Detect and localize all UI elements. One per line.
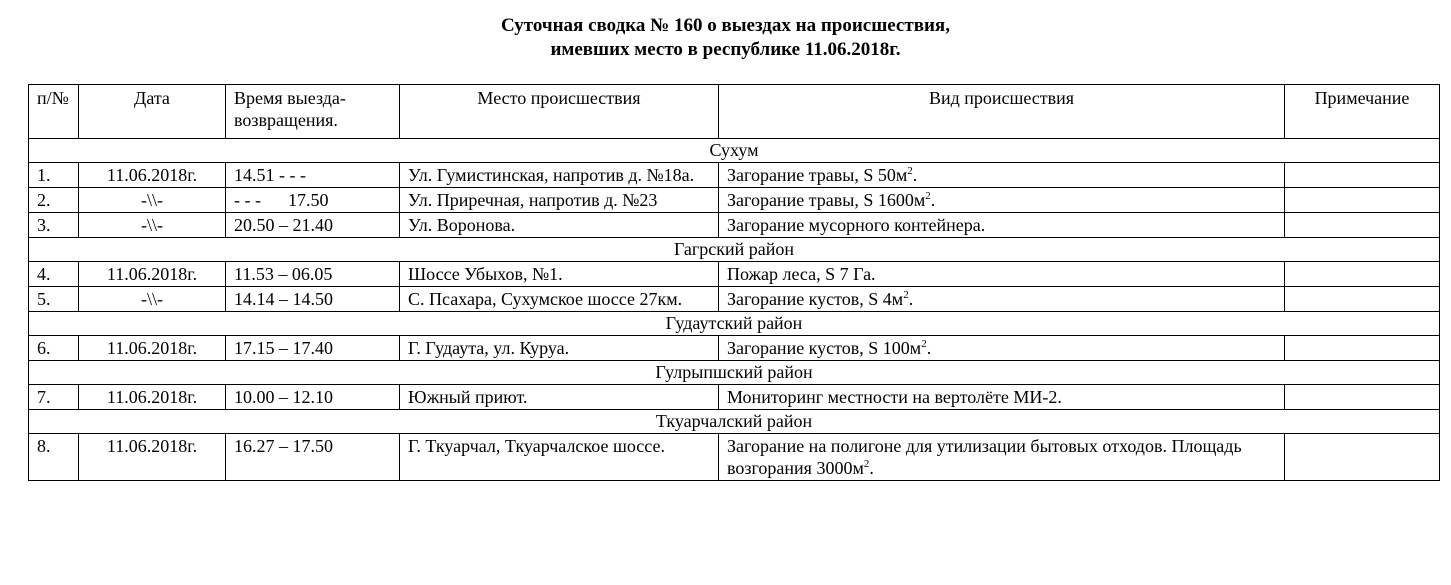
table-row bbox=[29, 262, 1440, 287]
cell-date: 11.06.2018г. bbox=[79, 163, 226, 188]
incident-table bbox=[28, 84, 1440, 481]
table-row bbox=[29, 336, 1440, 361]
table-row bbox=[29, 434, 1440, 481]
incident-type-tail: . bbox=[926, 338, 932, 358]
header-row bbox=[29, 85, 1440, 139]
report-title bbox=[0, 14, 1451, 62]
cell-place: Шоссе Убыхов, №1. bbox=[400, 262, 719, 287]
unit-superscript: 2 bbox=[903, 289, 909, 301]
cell-note bbox=[1285, 385, 1440, 410]
cell-date: 11.06.2018г. bbox=[79, 336, 226, 361]
section-heading: Гудаутский район bbox=[29, 312, 1440, 336]
cell-type bbox=[719, 163, 1285, 188]
section-heading: Сухум bbox=[29, 139, 1440, 163]
cell-place: Ул. Гумистинская, напротив д. №18а. bbox=[400, 163, 719, 188]
cell-time: 11.53 – 06.05 bbox=[226, 262, 400, 287]
table-body bbox=[29, 139, 1440, 481]
cell-place: Южный приют. bbox=[400, 385, 719, 410]
incident-type-text: Пожар леса, S 7 Га. bbox=[727, 264, 876, 284]
cell-date: -\\- bbox=[79, 188, 226, 213]
section-row bbox=[29, 312, 1440, 336]
cell-note bbox=[1285, 213, 1440, 238]
cell-time: 17.15 – 17.40 bbox=[226, 336, 400, 361]
incident-type-text: Загорание травы, S 50м bbox=[727, 165, 908, 185]
cell-date: -\\- bbox=[79, 213, 226, 238]
cell-time: 14.51 - - - bbox=[226, 163, 400, 188]
cell-num: 4. bbox=[29, 262, 79, 287]
section-row bbox=[29, 238, 1440, 262]
incident-type-tail: . bbox=[912, 165, 918, 185]
cell-type bbox=[719, 336, 1285, 361]
section-heading: Гулрыпшский район bbox=[29, 361, 1440, 385]
incident-type-tail: . bbox=[908, 289, 914, 309]
cell-type bbox=[719, 287, 1285, 312]
header-num: п/№ bbox=[29, 85, 79, 139]
cell-time: 16.27 – 17.50 bbox=[226, 434, 400, 481]
table-row bbox=[29, 163, 1440, 188]
cell-note bbox=[1285, 287, 1440, 312]
unit-superscript: 2 bbox=[921, 338, 927, 350]
table-row bbox=[29, 213, 1440, 238]
section-row bbox=[29, 361, 1440, 385]
cell-note bbox=[1285, 262, 1440, 287]
cell-note bbox=[1285, 188, 1440, 213]
cell-date: -\\- bbox=[79, 287, 226, 312]
cell-time: - - - 17.50 bbox=[226, 188, 400, 213]
incident-type-text: Загорание на полигоне для утилизации бытовых отходов. Площадь возгорания 3000м bbox=[727, 436, 1242, 478]
section-heading: Ткуарчалский район bbox=[29, 410, 1440, 434]
cell-num: 2. bbox=[29, 188, 79, 213]
cell-date: 11.06.2018г. bbox=[79, 262, 226, 287]
header-type: Вид происшествия bbox=[719, 85, 1285, 139]
section-row bbox=[29, 410, 1440, 434]
section-heading: Гагрский район bbox=[29, 238, 1440, 262]
cell-time: 14.14 – 14.50 bbox=[226, 287, 400, 312]
header-time: Время выезда-возвращения. bbox=[226, 85, 400, 139]
incident-type-text: Загорание мусорного контейнера. bbox=[727, 215, 986, 235]
unit-superscript: 2 bbox=[863, 458, 870, 470]
cell-num: 7. bbox=[29, 385, 79, 410]
table-row bbox=[29, 287, 1440, 312]
incident-type-text: Загорание травы, S 1600м bbox=[727, 190, 926, 210]
cell-note bbox=[1285, 434, 1440, 481]
cell-type bbox=[719, 213, 1285, 238]
unit-superscript: 2 bbox=[907, 165, 913, 177]
cell-type bbox=[719, 262, 1285, 287]
cell-num: 3. bbox=[29, 213, 79, 238]
header-note: Примечание bbox=[1285, 85, 1440, 139]
cell-num: 8. bbox=[29, 434, 79, 481]
cell-place: Г. Гудаута, ул. Куруа. bbox=[400, 336, 719, 361]
cell-note bbox=[1285, 336, 1440, 361]
cell-place: Ул. Приречная, напротив д. №23 bbox=[400, 188, 719, 213]
cell-date: 11.06.2018г. bbox=[79, 434, 226, 481]
cell-place: С. Псахара, Сухумское шоссе 27км. bbox=[400, 287, 719, 312]
header-date: Дата bbox=[79, 85, 226, 139]
cell-type bbox=[719, 434, 1285, 481]
unit-superscript: 2 bbox=[925, 190, 931, 202]
incident-type-text: Загорание кустов, S 4м bbox=[727, 289, 904, 309]
incident-type-text: Мониторинг местности на вертолёте МИ-2. bbox=[727, 387, 1062, 407]
cell-time: 20.50 – 21.40 bbox=[226, 213, 400, 238]
cell-note bbox=[1285, 163, 1440, 188]
cell-place: Ул. Воронова. bbox=[400, 213, 719, 238]
cell-type bbox=[719, 385, 1285, 410]
cell-date: 11.06.2018г. bbox=[79, 385, 226, 410]
report-title-line-2: имевших место в республике 11.06.2018г. bbox=[550, 39, 901, 60]
header-place: Место происшествия bbox=[400, 85, 719, 139]
incident-type-text: Загорание кустов, S 100м bbox=[727, 338, 922, 358]
incident-type-tail: . bbox=[869, 458, 874, 478]
cell-type bbox=[719, 188, 1285, 213]
incident-type-tail: . bbox=[930, 190, 936, 210]
report-title-line-1: Суточная сводка № 160 о выездах на происшествия, bbox=[501, 15, 950, 36]
cell-num: 5. bbox=[29, 287, 79, 312]
table-row bbox=[29, 385, 1440, 410]
cell-place: Г. Ткуарчал, Ткуарчалское шоссе. bbox=[400, 434, 719, 481]
cell-time: 10.00 – 12.10 bbox=[226, 385, 400, 410]
section-row bbox=[29, 139, 1440, 163]
cell-num: 1. bbox=[29, 163, 79, 188]
cell-num: 6. bbox=[29, 336, 79, 361]
table-row bbox=[29, 188, 1440, 213]
